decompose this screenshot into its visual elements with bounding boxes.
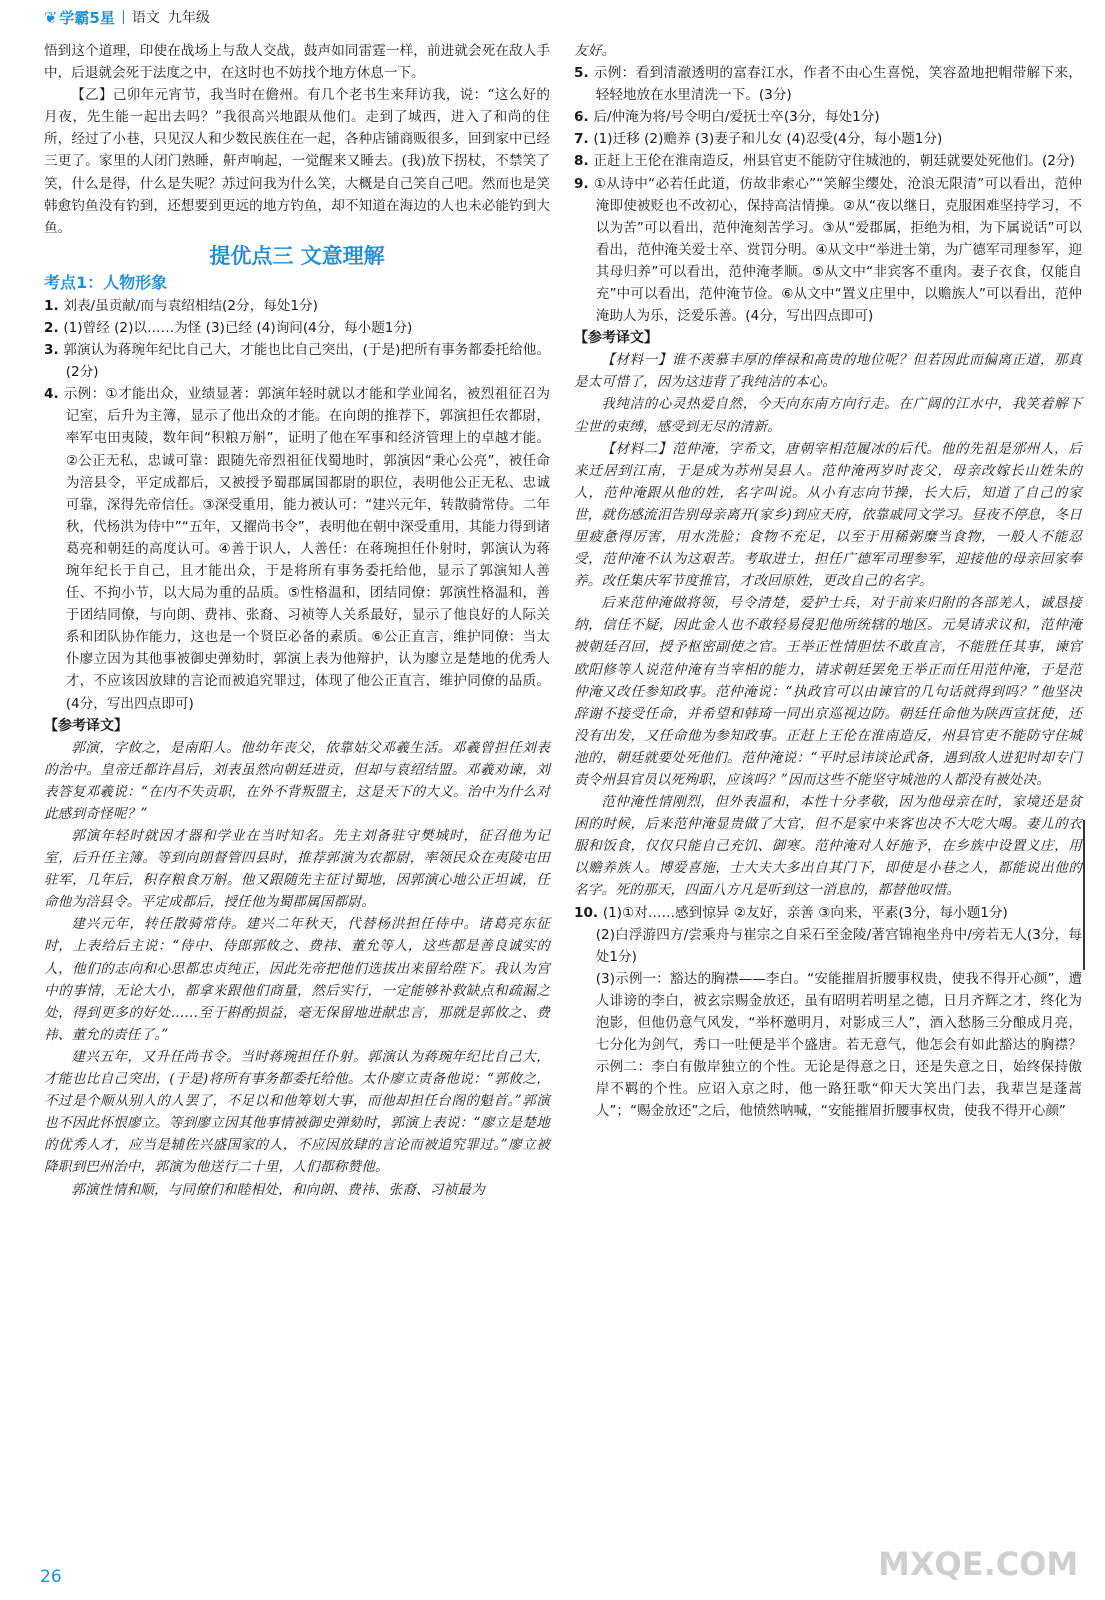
answer-3: 3. 郭演认为蒋琬年纪比自己大，才能也比自己突出，(于是)把所有事务都委托给他。(2分) [44, 342, 551, 381]
subject-label: 语文 [131, 10, 160, 26]
answer-9: 9. ①从诗中“必若任此道，仿故非索心”“笑解尘缨处，沧浪无限清”可以看出，范仲淹即使被贬也不改初心，保持高洁情操。②从“夜以继日，克服困难坚持学习，不以为苦”可以看出，范仲淹刻苦学习。③从“爱郡属，拒绝为相，为下属说话”可以看出，范仲淹关爱士卒、赏罚分明。④从文中“举进士第，为广德军司理参军，迎其母归养”可以看出，范仲淹孝顺。⑤从文中“非宾客不重肉。妻子衣食，仅能自充”中可以看出，范仲淹节俭。⑥从文中“置义庄里中，以赡族人”可以看出，范仲淹助人为乐，泛爱乐善。(4分，写出四点即可) [574, 175, 1083, 325]
translation-paragraph: 郭演性情和顺，与同僚们和睦相处，和向朗、费祎、张裔、习祯最为 [71, 1181, 485, 1198]
edge-rule [1083, 820, 1085, 970]
translation-paragraph: 建兴五年，又升任尚书令。当时蒋琬担任仆射。郭演认为蒋琬年纪比自己大，才能也比自己突出，(于是)将所有事务都委托给他。太仆廖立责备他说：“郭攸之，不过是个顺从别人的人罢了，不足以和他筹划大事，而他却担任台阁的魁首。”郭演也不因此怀恨廖立。等到廖立因其他事情被御史弹劾时，郭演上表说：“廖立是楚地的优秀人才，应当是辅佐兴盛国家的人，不应因放肆的言论而被追究罪过。”廖立被降职到巴州治中，郭演为他送行二十里，人们都称赞他。 [44, 1048, 550, 1176]
translation-paragraph: 建兴元年，转任散骑常侍。建兴二年秋天，代替杨洪担任侍中。诸葛亮东征时，上表给后主说：“侍中、侍郎郭攸之、费祎、董允等人，这些都是善良诚实的人，他们的志向和心思都忠贞纯正，因此先帝把他们选拔出来留给陛下。我认为宫中的事情，无论大小，都拿来跟他们商量，然后实行，一定能够补救缺点和疏漏之处，得到更多的好处……至于斟酌损益，毫无保留地进献忠言，那就是郭攸之、费祎、董允的责任了。” [44, 916, 550, 1043]
answer-4: 4. 示例：①才能出众，业绩显著：郭演年轻时就以才能和学业闻名，被烈祖征召为记室，后升为主簿，显示了他出众的才能。在向朗的推荐下，郭演担任农都尉，率军屯田夷陵，数年间“积粮万斛”，证明了他在军事和经济管理上的卓越才能。②公正无私，忠诚可靠：跟随先帝烈祖征伐蜀地时，郭演因“秉心公亮”，被任命为涪县令，平定成都后，又被授予蜀郡属国都尉的职位，表明他公正无私、忠诚可靠，深得先帝信任。③深受重用，能力被认可：“建兴元年，转散骑常侍。二年秋，代杨洪为侍中”“五年，又擢尚书令”，表明他在朝中深受重用，其能力得到诸葛亮和朝廷的高度认可。④善于识人，人善任：在蒋琬担任仆射时，郭演认为蒋琬年纪长于自己，且才能出众，于是将所有事务委托给他，显示了郭演知人善任、不拘小节，以大局为重的品质。⑤性格温和，团结同僚：郭演性格温和，善于团结同僚，与向朗、费祎、张裔、习祯等人关系最好，显示了他良好的人际关系和团队协作能力，这也是一个贤臣必备的素质。⑥公正直言，维护同僚：当太仆廖立因为其他事被御史弹劾时，郭演上表为他辩护，认为廖立是楚地的优秀人才，不应该因放肆的言论而被追究罪过，体现了他公正直言，维护同僚的品质。(4分，写出四点即可) [44, 386, 551, 712]
translation-paragraph: 后来范仲淹做将领，号令清楚，爱护士兵，对于前来归附的各部羌人，诚恳接纳，信任不疑，因此金人也不敢轻易侵犯他所统辖的地区。元昊请求议和，范仲淹被朝廷召回，授予枢密副使之官。王举正性情胆怯不敢直言，不能胜任其事，谏官欧阳修等人说范仲淹有当宰相的能力，请求朝廷罢免王举正而任用范仲淹，于是范仲淹又改任参知政事。范仲淹说：“执政官可以由谏官的几句话就得到吗？”他坚决辞谢不接受任命，并希望和韩琦一同出京巡视边防。朝廷任命他为陕西宣抚使，还没有出发，又任命他为参知政事。正赶上王伦在淮南造反，州县官吏不能防守住城池的，朝廷就要处死他们。范仲淹说：“平时忌讳谈论武备，遇到敌人进犯时却专门责令州县官员以死殉职，应该吗？”因而这些不能坚守城池的人都没有被处决。 [574, 595, 1082, 788]
left-column [44, 40, 550, 1201]
translation-paragraph: 【材料一】谁不羡慕丰厚的俸禄和高贵的地位呢？但若因此而偏离正道，那真是太可惜了，因为这违背了我纯洁的本心。 [574, 352, 1082, 391]
answer-1: 1. 刘表/虽贡献/而与袁绍相结(2分，每处1分) [44, 297, 318, 314]
reference-translation-label: 【参考译文】 [44, 717, 128, 734]
answer-2: 2. (1)曾经 (2)以……为怪 (3)已经 (4)询问(4分，每小题1分) [44, 319, 413, 336]
answer-7: 7. (1)迁移 (2)赡养 (3)妻子和儿女 (4)忍受(4分，每小题1分) [574, 131, 943, 148]
leaf-icon: ❦ [44, 7, 58, 27]
page-header [44, 6, 210, 28]
passage-yi: 【乙】己卯年元宵节，我当时在儋州。有几个老书生来拜访我，说：“这么好的月夜，先生能一起出去吗？”我很高兴地跟从他们。走到了城西，进入了和尚的住所，经过了小巷，只见汉人和少数民族住在一起，各种店铺商贩很多，回到家中已经三更了。家里的人闭门熟睡，鼾声响起，一觉醒来又睡去。(我)放下拐杖，不禁笑了笑，什么是得，什么是失呢？苏过问我为什么笑，大概是自己笑自己吧。然而也是笑韩愈钓鱼没有钓到，还想要到更远的地方钓鱼，却不知道在海边的人也未必能钓到大鱼。 [44, 87, 550, 236]
grade-label: 九年级 [167, 10, 210, 26]
passage-continued: 悟到这个道理，印使在战场上与敌人交战，鼓声如同雷霆一样，前进就会死在敌人手中，后退就会死于法度之中，在这时也不妨找个地方休息一下。 [44, 43, 550, 82]
reference-translation-label: 【参考译文】 [574, 330, 658, 347]
answer-6: 6. 后/仲淹为将/号令明白/爱抚士卒(3分，每处1分) [574, 109, 880, 126]
page-number: 26 [40, 1567, 62, 1587]
brand-logo [44, 7, 115, 28]
translation-paragraph: 范仲淹性情刚烈，但外表温和，本性十分孝敬，因为他母亲在时，家境还是贫困的时候，后来范仲淹显贵做了大官，但不是家中来客也决不大吃大喝。妻儿的衣服和饭食，仅仅只能自己充饥、御寒。范仲淹对人好施予，在乡族中设置义庄，用以赡养族人。博爱喜施，士大夫大多出自其门下，即使是小巷之人，都能说出他的名字。死的那天，四面八方凡是听到这一消息的，都替他叹惜。 [574, 794, 1082, 899]
translation-paragraph: 我纯洁的心灵热爱自然，今天向东南方向行走。在广阔的江水中，我笑着解下尘世的束缚，感受到无尽的清新。 [574, 396, 1082, 435]
answer-10-part3: (3)示例一：豁达的胸襟——李白。“安能摧眉折腰事权贵，使我不得开心颜”，遭人诽谤的李白，被玄宗赐金放还，虽有昭明若明星之德，日月齐辉之才，终化为泡影，但他仍意气风发，“举杯邀明月，对影成三人”，酒入愁肠三分酿成月亮，七分化为剑气，秀口一吐便是半个盛唐。若无意气，他怎会有如此豁达的胸襟？ 示例二：李白有傲岸独立的个性。无论是得意之日，还是失意之日，始终保持傲岸不羁的个性。应诏入京之时，他一路狂歌“仰天大笑出门去，我辈岂是蓬蒿人”；“赐金放还”之后，他愤然呐喊，“安能摧眉折腰事权贵，使我不得开心颜” [595, 970, 1082, 1120]
answer-5: 5. 示例：看到清澈透明的富春江水，作者不由心生喜悦，笑容盈地把帽带解下来，轻轻地放在水里清洗一下。(3分) [574, 65, 1083, 104]
brand-name: 学霸5星 [59, 8, 115, 27]
translation-paragraph: 【材料二】范仲淹，字希文，唐朝宰相范履冰的后代。他的先祖是邠州人，后来迁居到江南，于是成为苏州吴县人。范仲淹两岁时丧父，母亲改嫁长山姓朱的人，范仲淹跟从他的姓，名字叫说。从小有志向节操，长大后，知道了自己的家世，就伤感流泪告别母亲离开(家乡)到应天府，依靠戚同文学习。昼夜不停息，冬日里疲惫得厉害，用水洗脸；食物不充足，以至于用稀粥糜当食物，一般人不能忍受，范仲淹不认为这艰苦。考取进士，担任广德军司理参军，迎接他的母亲回家奉养。改任集庆军节度推官，才改回原姓，更改自己的名字。 [574, 440, 1082, 590]
answer-10-part2: (2)白浮游四方/尝乘舟与崔宗之自采石至金陵/著宫锦袍坐舟中/旁若无人(3分，每处1分) [595, 926, 1082, 965]
answer-10: 10. (1)①对……感到惊异 ②友好，亲善 ③向来，平素(3分，每小题1分) [574, 904, 1008, 921]
answer-8: 8. 正赶上王伦在淮南造反，州县官吏不能防守住城池的，朝廷就要处死他们。(2分) [574, 153, 1075, 170]
section-title: 提优点三 文意理解 [209, 243, 385, 268]
translation-paragraph: 郭演年轻时就因才器和学业在当时知名。先主刘备驻守樊城时，征召他为记室，后升任主簿。等到向朗督管四县时，推荐郭演为农都尉，率领民众在夷陵屯田驻军，几年后，积存粮食万斛。他又跟随先主征讨蜀地，因郭演心地公正坦诚，任命他为涪县令。平定成都后，授任他为蜀郡属国都尉。 [44, 828, 550, 911]
header-divider [123, 10, 124, 24]
right-column [574, 40, 1082, 1123]
kaodian-heading: 考点1：人物形象 [44, 272, 168, 292]
translation-paragraph: 郭演，字攸之，是南阳人。他幼年丧父，依靠姑父邓羲生活。邓羲曾担任刘表的治中。皇帝迁都许昌后，刘表虽然向朝廷进贡，但却与袁绍结盟。邓羲劝谏，刘表答复邓羲说：“在内不失贡职，在外不背叛盟主，这是天下的大义。治中为什么对此感到奇怪呢？” [44, 739, 550, 822]
watermark: MXQE.COM [878, 1545, 1079, 1583]
translation-end: 友好。 [574, 43, 616, 59]
